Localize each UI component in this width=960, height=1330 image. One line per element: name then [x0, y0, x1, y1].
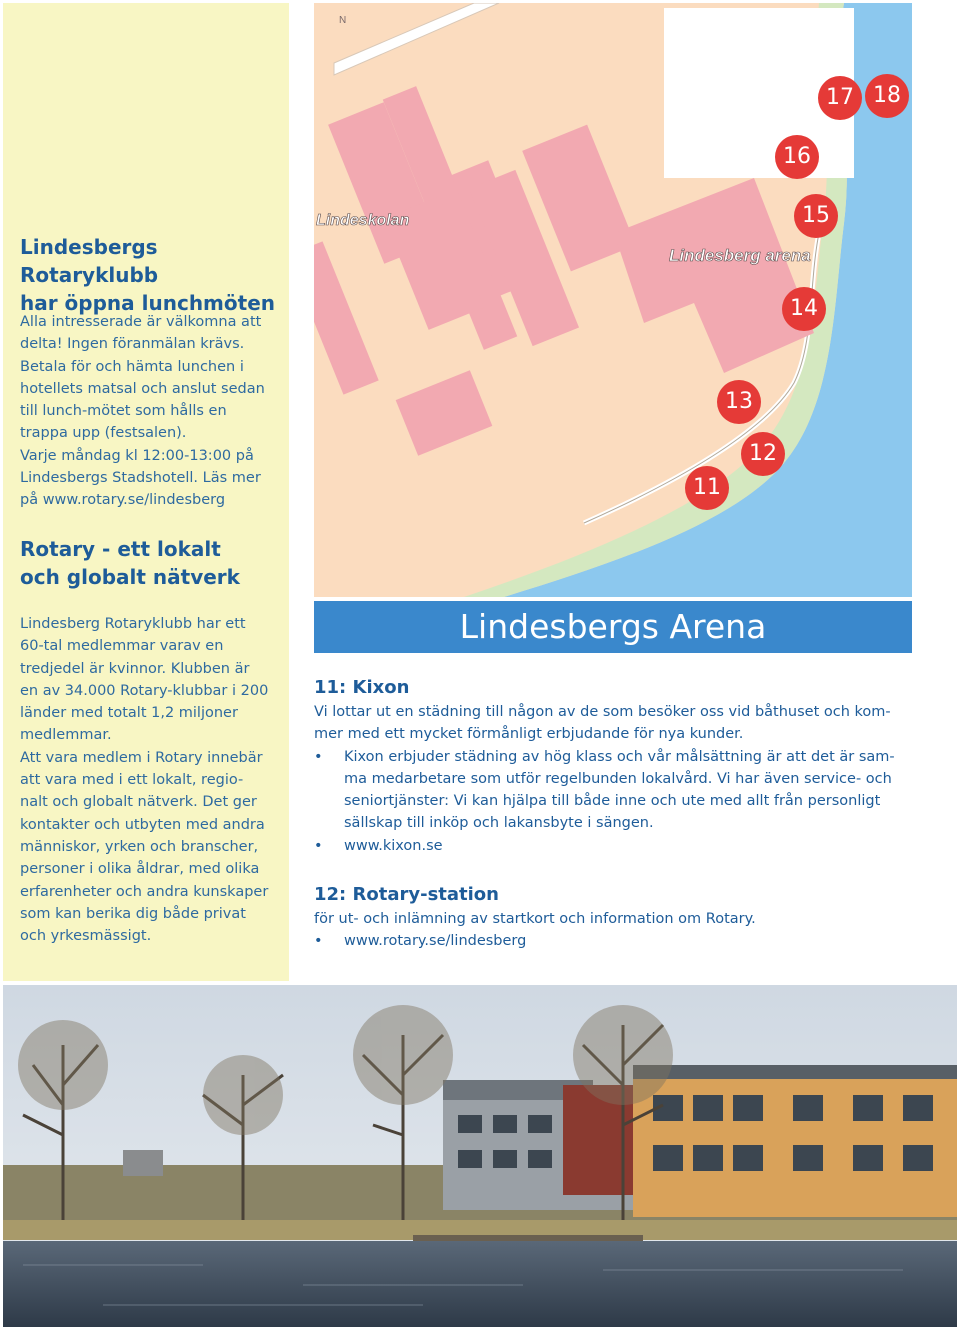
lunch-line: på www.rotary.se/lindesberg [20, 492, 226, 509]
network-line: människor, yrken och branscher, [20, 838, 259, 855]
network-paragraph [20, 613, 282, 947]
section-11-bullet-1 [314, 746, 914, 835]
bullet-line: Kixon erbjuder städning av hög klass och vår målsättning är att det är sam- [344, 748, 895, 765]
lunch-heading-line-2: har öppna lunchmöten [20, 291, 275, 315]
bullet-line: ma medarbetare som utför regelbunden lokalvård. Vi har även service- och [344, 770, 892, 787]
network-line: personer i olika åldrar, med olika [20, 861, 260, 878]
network-heading [20, 535, 282, 591]
section-11 [314, 675, 914, 857]
section-12-bullet-1 [314, 930, 914, 952]
marker-12[interactable]: 12 [741, 432, 785, 476]
marker-16[interactable]: 16 [775, 135, 819, 179]
arena-map [314, 3, 912, 597]
network-line: medlemmar. [20, 727, 112, 744]
section-11-bullet-2 [314, 835, 914, 857]
lunch-line: Alla intresserade är välkomna att [20, 314, 262, 330]
lunch-line: delta! Ingen föranmälan krävs. [20, 336, 245, 353]
arena-title-banner: Lindesbergs Arena [314, 601, 912, 653]
network-heading-line-1: Rotary - ett lokalt [20, 537, 221, 561]
bullet-marker: • [314, 837, 323, 854]
section-12 [314, 882, 914, 953]
marker-11[interactable]: 11 [685, 466, 729, 510]
lunch-line: till lunch-mötet som hålls en [20, 403, 227, 420]
network-line: erfarenheter och andra kunskaper [20, 883, 269, 900]
lunch-heading [20, 233, 282, 317]
network-line: en av 34.000 Rotary-klubbar i 200 [20, 682, 269, 699]
kixon-link[interactable]: www.kixon.se [344, 837, 443, 854]
rotary-link[interactable]: www.rotary.se/lindesberg [344, 933, 527, 950]
network-line: nalt och globalt nätverk. Det ger [20, 794, 257, 811]
lunch-line: Betala för och hämta lunchen i [20, 358, 244, 375]
section-12-intro: för ut- och inlämning av startkort och information om Rotary. [314, 911, 756, 927]
network-line: 60-tal medlemmar varav en [20, 638, 224, 655]
map-small-label: N [339, 15, 347, 26]
bullet-line: seniortjänster: Vi kan hjälpa till både inne och ute med allt från personligt [344, 793, 881, 810]
bullet-line: sällskap till inköp och lakansbyte i sängen. [344, 815, 654, 832]
network-line: tredjedel är kvinnor. Klubben är [20, 660, 250, 677]
section-11-intro-line: mer med ett mycket förmånligt erbjudande för nya kunder. [314, 726, 744, 743]
marker-17[interactable]: 17 [818, 76, 862, 120]
marker-15[interactable]: 15 [794, 194, 838, 238]
network-line: Lindesberg Rotaryklubb har ett [20, 616, 246, 632]
network-line: kontakter och utbyten med andra [20, 816, 265, 833]
marker-13[interactable]: 13 [717, 380, 761, 424]
network-line: länder med totalt 1,2 miljoner [20, 705, 238, 722]
lunch-line: Varje måndag kl 12:00-13:00 på [20, 447, 254, 464]
network-line: att vara med i ett lokalt, regio- [20, 772, 244, 789]
section-12-heading: 12: Rotary-station [314, 884, 499, 905]
lunch-line: Lindesbergs Stadshotell. Läs mer [20, 470, 261, 487]
arena-label: Lindesberg arena [669, 246, 811, 265]
arena-photo [3, 985, 957, 1327]
section-11-heading: 11: Kixon [314, 677, 410, 698]
lunch-line: trappa upp (festsalen). [20, 425, 187, 442]
section-11-intro-line: Vi lottar ut en städning till någon av de som besöker oss vid båthuset och kom- [314, 704, 891, 720]
bullet-marker: • [314, 933, 323, 950]
network-line: Att vara medlem i Rotary innebär [20, 749, 263, 766]
network-heading-line-2: och globalt nätverk [20, 565, 240, 589]
network-line: och yrkesmässigt. [20, 928, 152, 945]
lunch-paragraph [20, 311, 282, 512]
network-line: som kan berika dig både privat [20, 905, 246, 922]
bullet-marker: • [314, 748, 323, 765]
marker-18[interactable]: 18 [865, 74, 909, 118]
marker-14[interactable]: 14 [782, 287, 826, 331]
lunch-line: hotellets matsal och anslut sedan [20, 380, 265, 397]
school-label: Lindeskolan [316, 212, 410, 229]
lunch-heading-line-1: Lindesbergs Rotaryklubb [20, 235, 159, 287]
